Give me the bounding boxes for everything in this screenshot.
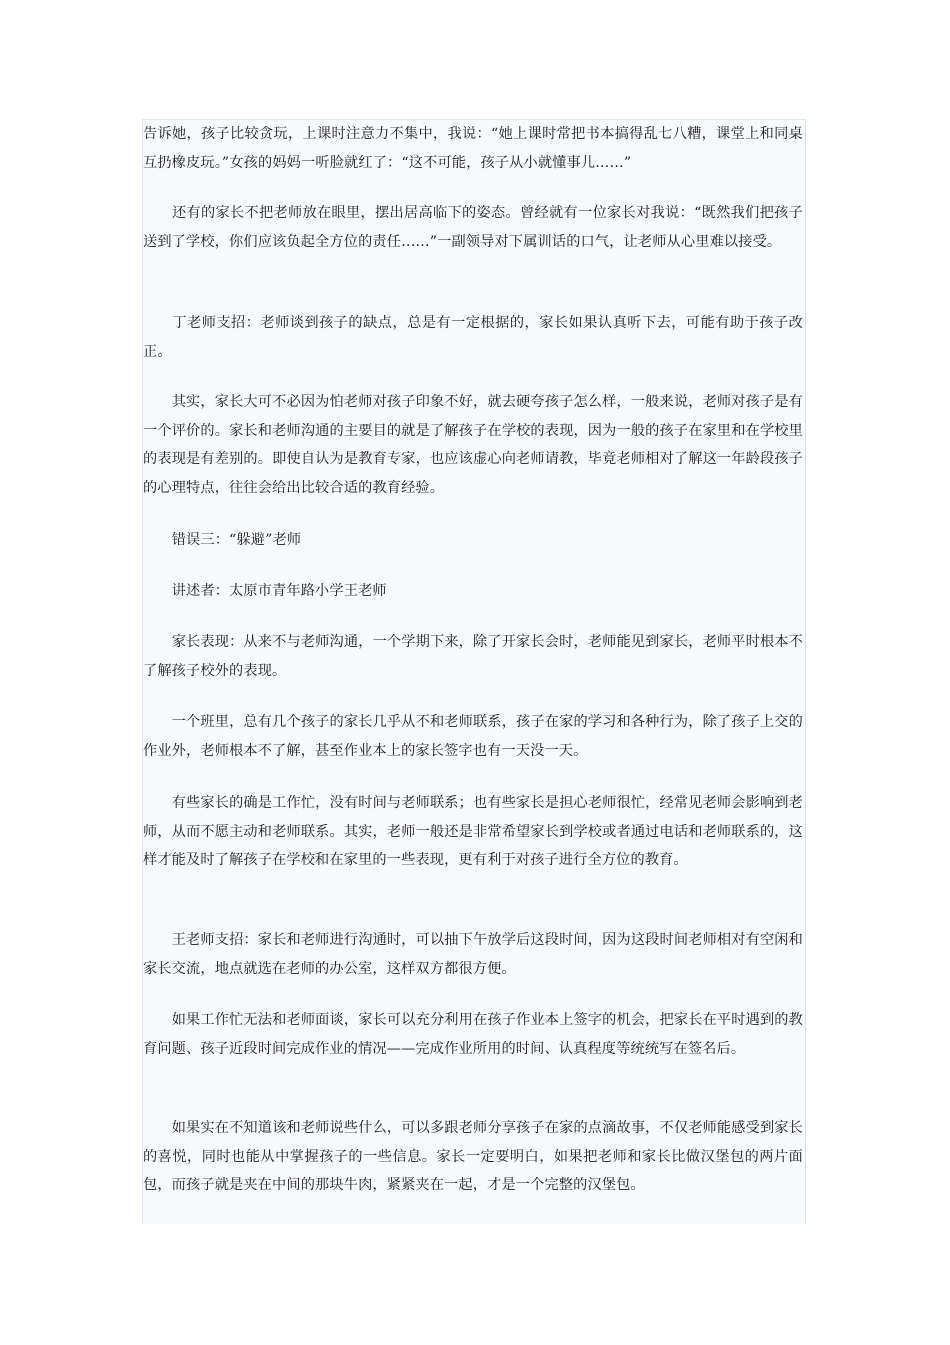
- paragraph-12: 如果实在不知道该和老师说些什么，可以多跟老师分享孩子在家的点滴故事，不仅老师能感受到家长的喜悦，同时也能从中掌握孩子的一些信息。家长一定要明白，如果把老师和家长比做汉堡包的两片面包，而孩子就是夹在中间的那块牛肉，紧紧夹在一起，才是一个完整的汉堡包。: [143, 1120, 803, 1194]
- paragraph-3: 丁老师支招：老师谈到孩子的缺点，总是有一定根据的，家长如果认真听下去，可能有助于孩子改正。: [143, 315, 803, 360]
- section-heading: 错误三：“躲避”老师: [143, 532, 302, 548]
- narrator-line: 讲述者：太原市青年路小学王老师: [143, 583, 387, 599]
- paragraph-7: 家长表现：从来不与老师沟通，一个学期下来，除了开家长会时，老师能见到家长，老师平时根本不了解孩子校外的表现。: [143, 634, 803, 679]
- paragraph-8: 一个班里，总有几个孩子的家长几乎从不和老师联系，孩子在家的学习和各种行为，除了孩子上交的作业外，老师根本不了解，甚至作业本上的家长签字也有一天没一天。: [143, 714, 803, 759]
- paragraph-10: 王老师支招：家长和老师进行沟通时，可以抽下午放学后这段时间，因为这段时间老师相对有空闲和家长交流，地点就选在老师的办公室，这样双方都很方便。: [143, 932, 803, 977]
- paragraph-1: 告诉她，孩子比较贪玩，上课时注意力不集中，我说：“她上课时常把书本搞得乱七八糟，课堂上和同桌互扔橡皮玩。”女孩的妈妈一听脸就红了：“这不可能，孩子从小就懂事儿……”: [143, 126, 803, 171]
- paragraph-11: 如果工作忙无法和老师面谈，家长可以充分利用在孩子作业本上签字的机会，把家长在平时遇到的教育问题、孩子近段时间完成作业的情况——完成作业所用的时间、认真程度等统统写在签名后。: [143, 1012, 803, 1057]
- paragraph-2: 还有的家长不把老师放在眼里，摆出居高临下的姿态。曾经就有一位家长对我说：“既然我们把孩子送到了学校，你们应该负起全方位的责任……”一副领导对下属训话的口气，让老师从心里难以接受。: [143, 205, 803, 250]
- paragraph-4: 其实，家长大可不必因为怕老师对孩子印象不好，就去硬夸孩子怎么样，一般来说，老师对孩子是有一个评价的。家长和老师沟通的主要目的就是了解孩子在学校的表现，因为一般的孩子在家里和在学校里的表现是有差别的。即使自认为是教育专家，也应该虚心向老师请教，毕竟老师相对了解这一年龄段孩子的心理特点，往往会给出比较合适的教育经验。: [143, 394, 803, 496]
- paragraph-9: 有些家长的确是工作忙，没有时间与老师联系；也有些家长是担心老师很忙，经常见老师会影响到老师，从而不愿主动和老师联系。其实，老师一般还是非常希望家长到学校或者通过电话和老师联系的，这样才能及时了解孩子在学校和在家里的一些表现，更有利于对孩子进行全方位的教育。: [143, 795, 803, 869]
